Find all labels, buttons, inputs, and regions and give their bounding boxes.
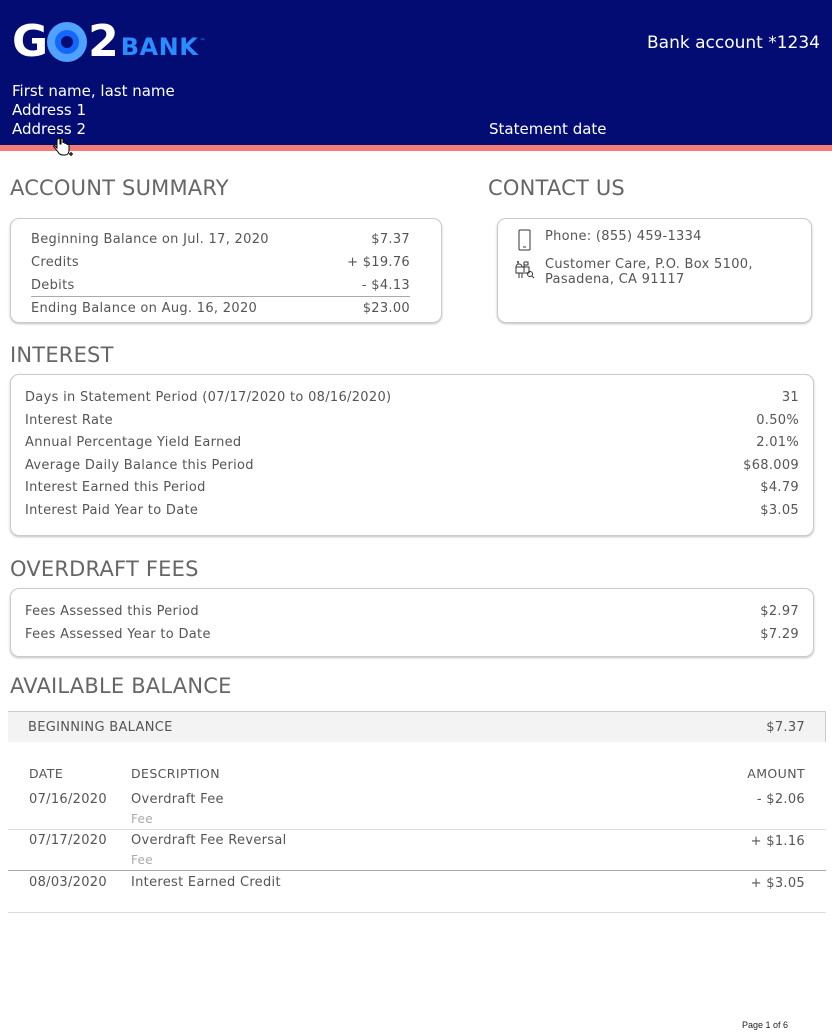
address-line-1: Address 1 bbox=[12, 101, 87, 119]
row-divider bbox=[8, 912, 826, 913]
logo-letter-g: G bbox=[12, 16, 47, 67]
transaction-description bbox=[131, 833, 287, 867]
summary-label: Ending Balance on Aug. 16, 2020 bbox=[31, 301, 258, 316]
overdraft-label: Fees Assessed this Period bbox=[25, 604, 199, 619]
column-date: DATE bbox=[29, 766, 64, 781]
contact-us-card bbox=[497, 218, 812, 323]
interest-label: Annual Percentage Yield Earned bbox=[25, 435, 242, 450]
bank-account-number: Bank account *1234 bbox=[647, 33, 820, 53]
transaction-date: 08/03/2020 bbox=[29, 875, 107, 890]
overdraft-fees-card bbox=[10, 588, 814, 657]
overdraft-value: $7.29 bbox=[760, 626, 799, 642]
overdraft-row bbox=[25, 624, 799, 647]
logo-trademark: ™ bbox=[199, 38, 206, 45]
account-summary-title: ACCOUNT SUMMARY bbox=[10, 176, 229, 200]
summary-value: $7.37 bbox=[371, 232, 410, 247]
transaction-description bbox=[131, 792, 224, 826]
transaction-type: Fee bbox=[131, 853, 153, 867]
account-summary-card bbox=[10, 218, 442, 323]
summary-row-beginning bbox=[31, 228, 410, 251]
summary-label: Credits bbox=[31, 255, 79, 270]
transaction-date: 07/17/2020 bbox=[29, 833, 107, 848]
table-row bbox=[8, 833, 826, 869]
beginning-balance-label: BEGINNING BALANCE bbox=[28, 719, 173, 735]
overdraft-row bbox=[25, 601, 799, 624]
interest-value: $68.009 bbox=[743, 457, 799, 473]
overdraft-value: $2.97 bbox=[760, 604, 799, 619]
transaction-type: Fee bbox=[131, 812, 153, 826]
interest-row bbox=[25, 387, 799, 410]
summary-value: + $19.76 bbox=[347, 255, 410, 270]
interest-label: Days in Statement Period (07/17/2020 to 08/16/2020) bbox=[25, 390, 392, 405]
interest-value: 31 bbox=[781, 390, 799, 405]
summary-row-ending bbox=[31, 297, 410, 320]
interest-row bbox=[25, 410, 799, 433]
transaction-date: 07/16/2020 bbox=[29, 792, 107, 807]
summary-value: $23.00 bbox=[362, 301, 410, 316]
transaction-amount: - $2.06 bbox=[756, 792, 805, 807]
interest-label: Interest Rate bbox=[25, 412, 113, 428]
go2bank-logo bbox=[12, 16, 206, 67]
interest-label: Interest Earned this Period bbox=[25, 480, 206, 495]
interest-label: Interest Paid Year to Date bbox=[25, 502, 199, 518]
transaction-description: Interest Earned Credit bbox=[131, 875, 281, 890]
summary-row-debits bbox=[31, 274, 410, 297]
table-row bbox=[8, 875, 826, 905]
header-stripe bbox=[0, 145, 832, 151]
statement-date-label: Statement date bbox=[489, 120, 607, 138]
overdraft-fees-title: OVERDRAFT FEES bbox=[10, 557, 199, 581]
transaction-amount: + $1.16 bbox=[750, 834, 805, 849]
statement-header bbox=[0, 0, 832, 145]
interest-row bbox=[25, 500, 799, 523]
overdraft-label: Fees Assessed Year to Date bbox=[25, 626, 211, 642]
address-line-2[interactable]: Address 2 bbox=[12, 120, 87, 138]
logo-bank-text: BANK bbox=[120, 33, 199, 61]
contact-address: Customer Care, P.O. Box 5100, Pasadena, CA 91117 bbox=[545, 257, 753, 287]
available-balance-title: AVAILABLE BALANCE bbox=[10, 674, 232, 698]
interest-row bbox=[25, 477, 799, 500]
beginning-balance-bar bbox=[8, 711, 826, 742]
interest-value: $4.79 bbox=[760, 480, 799, 495]
interest-value: 2.01% bbox=[756, 435, 799, 450]
interest-row bbox=[25, 432, 799, 455]
row-divider bbox=[8, 829, 826, 830]
mailbox-icon bbox=[513, 257, 535, 279]
interest-row bbox=[25, 455, 799, 478]
transaction-description-text: Overdraft Fee bbox=[131, 792, 224, 807]
logo-target-icon bbox=[47, 22, 87, 62]
customer-name: First name, last name bbox=[12, 82, 175, 100]
hand-cursor-icon bbox=[52, 136, 74, 158]
transaction-amount: + $3.05 bbox=[750, 876, 805, 891]
contact-phone[interactable]: Phone: (855) 459-1334 bbox=[545, 229, 702, 244]
interest-title: INTEREST bbox=[10, 343, 114, 367]
column-description: DESCRIPTION bbox=[131, 766, 221, 781]
customer-address bbox=[12, 82, 175, 139]
page-number: Page 1 of 6 bbox=[741, 1020, 788, 1030]
interest-value: 0.50% bbox=[756, 412, 799, 428]
logo-number-2: 2 bbox=[88, 16, 117, 67]
table-row bbox=[8, 792, 826, 828]
transactions-header bbox=[8, 766, 826, 784]
beginning-balance-value: $7.37 bbox=[766, 719, 805, 735]
summary-label: Debits bbox=[31, 278, 75, 293]
summary-label: Beginning Balance on Jul. 17, 2020 bbox=[31, 232, 269, 247]
summary-row-credits bbox=[31, 251, 410, 274]
transaction-description-text: Overdraft Fee Reversal bbox=[131, 833, 287, 848]
interest-card bbox=[10, 374, 814, 536]
summary-value: - $4.13 bbox=[361, 278, 410, 293]
phone-icon bbox=[513, 229, 535, 251]
contact-address-line bbox=[513, 257, 795, 287]
contact-us-title: CONTACT US bbox=[488, 176, 625, 200]
interest-value: $3.05 bbox=[760, 502, 799, 518]
column-amount: AMOUNT bbox=[747, 766, 805, 781]
row-divider bbox=[8, 870, 826, 871]
contact-phone-line bbox=[513, 229, 795, 251]
interest-label: Average Daily Balance this Period bbox=[25, 457, 254, 473]
